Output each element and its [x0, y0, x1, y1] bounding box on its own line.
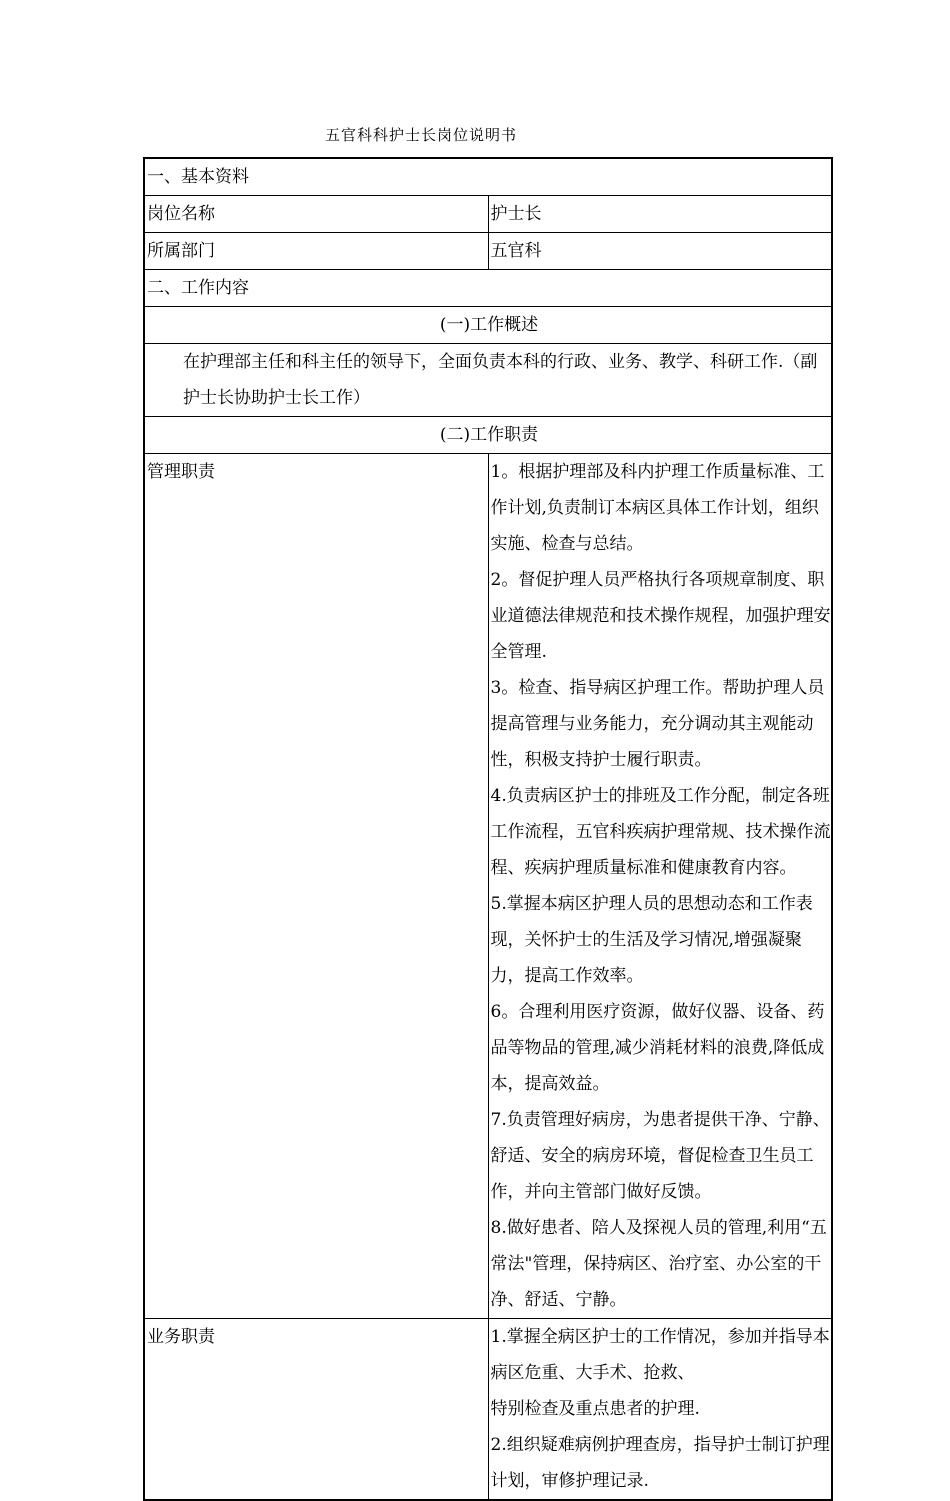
- management-duties-list: [488, 454, 832, 1319]
- business-item-2: 2.组织疑难病例护理查房，指导护士制订护理计划，审修护理记录.: [490, 1435, 830, 1491]
- business-duties-label: 业务职责: [144, 1319, 488, 1501]
- document-title: 五官科科护士长岗位说明书: [324, 126, 517, 144]
- section-basic-info: 一、基本资料: [144, 158, 832, 196]
- overview-text-cell: [144, 344, 832, 417]
- business-item-1: 1.掌握全病区护士的工作情况，参加并指导本病区危重、大手术、抢救、: [490, 1327, 830, 1383]
- section-work-content: 二、工作内容: [144, 270, 832, 307]
- management-duties-label: 管理职责: [144, 454, 488, 1319]
- management-item-7: 7.负责管理好病房，为患者提供干净、宁静、舒适、安全的病房环境，督促检查卫生员工作，并向主管部门做好反馈。: [490, 1110, 830, 1202]
- position-name-value: 护士长: [488, 196, 832, 233]
- position-name-label: 岗位名称: [144, 196, 488, 233]
- management-item-6: 6。合理利用医疗资源，做好仪器、设备、药品等物品的管理,减少消耗材料的浪费,降低成本，提高效益。: [490, 1002, 825, 1094]
- overview-text: 在护理部主任和科主任的领导下，全面负责本科的行政、业务、教学、科研工作.（副护士长协助护士长工作）: [183, 352, 818, 408]
- overview-heading: (一)工作概述: [144, 307, 832, 344]
- business-item-1-cont: 特别检查及重点患者的护理.: [490, 1399, 700, 1419]
- management-item-5: 5.掌握本病区护理人员的思想动态和工作表现，关怀护士的生活及学习情况,增强凝聚力，提高工作效率。: [490, 894, 813, 986]
- management-item-3: 3。检查、指导病区护理工作。帮助护理人员提高管理与业务能力，充分调动其主观能动性，积极支持护士履行职责。: [490, 678, 825, 770]
- duties-heading: (二)工作职责: [144, 417, 832, 454]
- management-item-2: 2。督促护理人员严格执行各项规章制度、职业道德法律规范和技术操作规程，加强护理安全管理.: [490, 570, 831, 662]
- management-item-8: 8.做好患者、陪人及探视人员的管理,利用“五常法"管理，保持病区、治疗室、办公室的干净、舒适、宁静。: [490, 1218, 827, 1310]
- department-value: 五官科: [488, 233, 832, 270]
- management-item-1: 1。根据护理部及科内护理工作质量标准、工作计划,负责制订本病区具体工作计划，组织实施、检查与总结。: [490, 462, 825, 554]
- job-description-table: [143, 157, 833, 1501]
- department-label: 所属部门: [144, 233, 488, 270]
- business-duties-list: [488, 1319, 832, 1501]
- management-item-4: 4.负责病区护士的排班及工作分配，制定各班工作流程，五官科疾病护理常规、技术操作流程、疾病护理质量标准和健康教育内容。: [490, 786, 831, 878]
